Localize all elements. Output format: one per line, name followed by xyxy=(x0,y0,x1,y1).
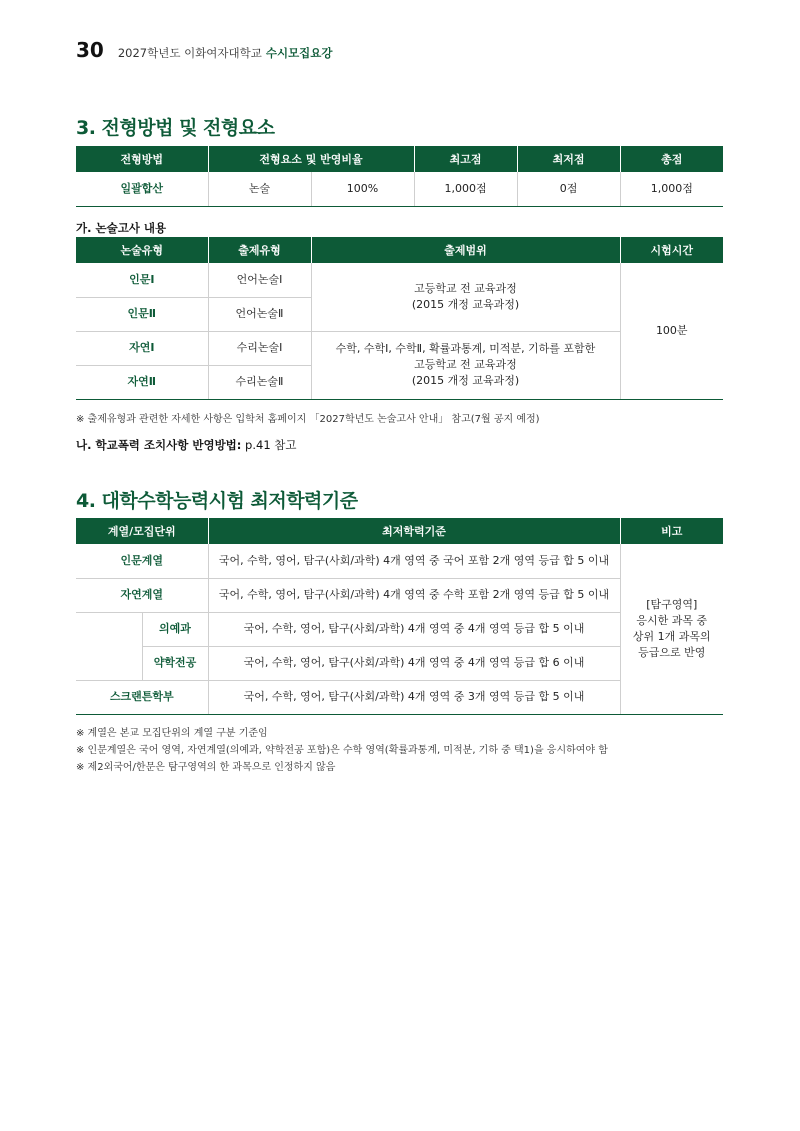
header-cell: 비고 xyxy=(620,518,723,544)
header-cell: 최저학력기준 xyxy=(208,518,620,544)
unit-cell: 자연계열 xyxy=(76,578,208,612)
criteria-cell: 국어, 수학, 영어, 탐구(사회/과학) 4개 영역 중 4개 영역 등급 합 5 이내 xyxy=(208,612,620,646)
csat-note: ※ 인문계열은 국어 영역, 자연계열(의예과, 약학전공 포함)은 수학 영역(확률과통계, 미적분, 기하 중 택1)을 응시하여야 함 xyxy=(76,745,608,756)
csat-note: ※ 계열은 본교 모집단위의 계열 구분 기준임 xyxy=(76,728,268,739)
criteria-cell: 국어, 수학, 영어, 탐구(사회/과학) 4개 영역 중 국어 포함 2개 영역 등급 합 5 이내 xyxy=(208,544,620,578)
criteria-cell: 국어, 수학, 영어, 탐구(사회/과학) 4개 영역 중 3개 영역 등급 합 5 이내 xyxy=(208,680,620,714)
ratio-cell: 100% xyxy=(311,172,414,206)
max-score-cell: 1,000점 xyxy=(414,172,517,206)
section-3-title: 3. 전형방법 및 전형요소 xyxy=(76,117,275,139)
unit-cell: 인문계열 xyxy=(76,544,208,578)
range-cell: 수학, 수학Ⅰ, 수학Ⅱ, 확률과통계, 미적분, 기하를 포함한 고등학교 전 교육과정 (2015 개정 교육과정) xyxy=(311,331,620,399)
question-type-cell: 언어논술Ⅱ xyxy=(208,297,311,331)
subheading-a: 가. 논술고사 내용 xyxy=(76,221,167,235)
essay-type-cell: 자연Ⅱ xyxy=(76,365,208,399)
header-cell: 출제유형 xyxy=(208,237,311,263)
header-cell: 전형요소 및 반영비율 xyxy=(208,146,414,172)
question-type-cell: 수리논술Ⅰ xyxy=(208,331,311,365)
header-cell: 계열/모집단위 xyxy=(76,518,208,544)
header-cell: 최고점 xyxy=(414,146,517,172)
exam-time-cell: 100분 xyxy=(620,263,723,399)
question-type-cell: 언어논술Ⅰ xyxy=(208,263,311,297)
csat-minimum-table xyxy=(76,518,723,715)
section-4-title: 4. 대학수학능력시험 최저학력기준 xyxy=(76,490,358,512)
method-cell: 일괄합산 xyxy=(76,172,208,206)
range-cell: 고등학교 전 교육과정 (2015 개정 교육과정) xyxy=(311,263,620,331)
essay-type-cell: 인문Ⅱ xyxy=(76,297,208,331)
element-cell: 논술 xyxy=(208,172,311,206)
header-cell: 시험시간 xyxy=(620,237,723,263)
csat-note: ※ 제2외국어/한문은 탐구영역의 한 과목으로 인정하지 않음 xyxy=(76,762,336,773)
indent-spacer xyxy=(76,612,142,680)
criteria-cell: 국어, 수학, 영어, 탐구(사회/과학) 4개 영역 중 수학 포함 2개 영역 등급 합 5 이내 xyxy=(208,578,620,612)
question-type-cell: 수리논술Ⅱ xyxy=(208,365,311,399)
header-cell: 논술유형 xyxy=(76,237,208,263)
header-cell: 총점 xyxy=(620,146,723,172)
unit-cell: 의예과 xyxy=(142,612,208,646)
min-score-cell: 0점 xyxy=(517,172,620,206)
criteria-cell: 국어, 수학, 영어, 탐구(사회/과학) 4개 영역 중 4개 영역 등급 합 6 이내 xyxy=(208,646,620,680)
total-score-cell: 1,000점 xyxy=(620,172,723,206)
essay-content-table xyxy=(76,237,723,400)
essay-type-cell: 자연Ⅰ xyxy=(76,331,208,365)
essay-type-cell: 인문Ⅰ xyxy=(76,263,208,297)
header-cell: 전형방법 xyxy=(76,146,208,172)
subheading-b: 나. 학교폭력 조치사항 반영방법: p.41 참고 xyxy=(76,438,297,452)
unit-cell: 약학전공 xyxy=(142,646,208,680)
selection-method-table xyxy=(76,146,723,207)
remark-cell: [탐구영역] 응시한 과목 중 상위 1개 과목의 등급으로 반영 xyxy=(620,544,723,714)
page-number: 30 xyxy=(76,38,104,62)
header-title: 2027학년도 이화여자대학교 수시모집요강 xyxy=(117,46,333,60)
header-cell: 출제범위 xyxy=(311,237,620,263)
header-cell: 최저점 xyxy=(517,146,620,172)
essay-note: ※ 출제유형과 관련한 자세한 사항은 입학처 홈페이지 「2027학년도 논술고사 안내」 참고(7월 공지 예정) xyxy=(76,414,540,425)
unit-cell: 스크랜튼학부 xyxy=(76,680,208,714)
header-title-bold: 수시모집요강 xyxy=(265,46,333,60)
page-header xyxy=(76,38,333,62)
